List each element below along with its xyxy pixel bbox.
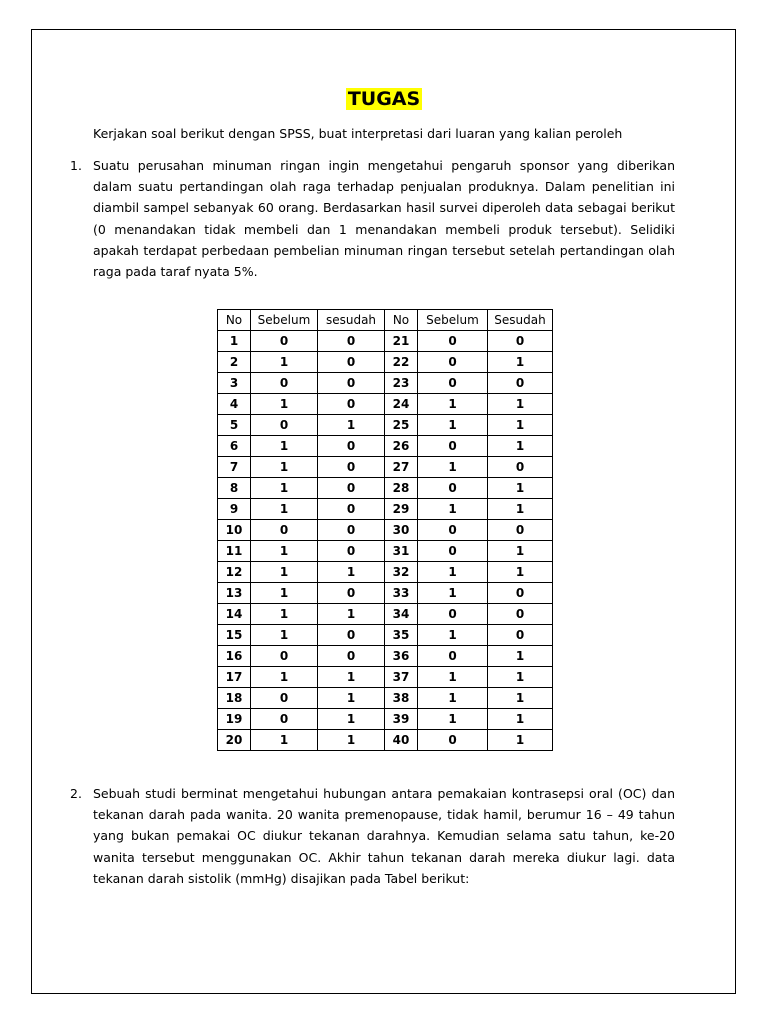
table-cell: 17 — [218, 667, 251, 688]
data-table — [217, 309, 553, 751]
table-cell: 0 — [318, 520, 385, 541]
table-cell: 0 — [488, 457, 553, 478]
table-cell: 1 — [418, 688, 488, 709]
table-cell: 0 — [318, 541, 385, 562]
table-cell: 0 — [488, 583, 553, 604]
table-cell: 0 — [488, 604, 553, 625]
table-cell: 1 — [251, 499, 318, 520]
table-cell: 1 — [251, 394, 318, 415]
table-cell: 12 — [218, 562, 251, 583]
table-row — [218, 457, 553, 478]
table-cell: 1 — [418, 667, 488, 688]
table-cell: 1 — [218, 331, 251, 352]
table-cell: 35 — [385, 625, 418, 646]
table-row — [218, 604, 553, 625]
table-cell: 0 — [418, 436, 488, 457]
table-cell: 0 — [418, 520, 488, 541]
table-cell: 1 — [251, 562, 318, 583]
table-cell: 1 — [418, 562, 488, 583]
table-cell: 6 — [218, 436, 251, 457]
intro-instruction: Kerjakan soal berikut dengan SPSS, buat interpretasi dari luaran yang kalian peroleh — [93, 126, 623, 141]
table-cell: 1 — [418, 457, 488, 478]
table-cell: 1 — [251, 478, 318, 499]
table-cell: 31 — [385, 541, 418, 562]
table-row — [218, 667, 553, 688]
table-cell: 1 — [488, 394, 553, 415]
table-cell: 1 — [251, 625, 318, 646]
table-cell: 0 — [418, 352, 488, 373]
table-cell: 0 — [418, 331, 488, 352]
table-cell: 13 — [218, 583, 251, 604]
table-cell: 0 — [318, 436, 385, 457]
table-cell: 1 — [488, 478, 553, 499]
question-2-number: 2. — [70, 786, 82, 801]
table-cell: 36 — [385, 646, 418, 667]
table-row — [218, 394, 553, 415]
table-row — [218, 625, 553, 646]
table-cell: 7 — [218, 457, 251, 478]
table-row — [218, 520, 553, 541]
title-highlight: TUGAS — [347, 88, 421, 110]
table-cell: 25 — [385, 415, 418, 436]
table-cell: 0 — [488, 331, 553, 352]
table-cell: 1 — [488, 646, 553, 667]
table-cell: 0 — [418, 646, 488, 667]
header-no-2: No — [385, 310, 418, 331]
table-cell: 0 — [251, 709, 318, 730]
table-row — [218, 331, 553, 352]
table-cell: 1 — [251, 730, 318, 751]
table-cell: 28 — [385, 478, 418, 499]
table-cell: 0 — [318, 352, 385, 373]
table-row — [218, 709, 553, 730]
table-cell: 18 — [218, 688, 251, 709]
table-row — [218, 352, 553, 373]
table-cell: 23 — [385, 373, 418, 394]
table-cell: 0 — [318, 625, 385, 646]
table-cell: 0 — [488, 625, 553, 646]
table-cell: 0 — [318, 646, 385, 667]
table-cell: 1 — [418, 625, 488, 646]
table-cell: 15 — [218, 625, 251, 646]
table-cell: 1 — [488, 730, 553, 751]
table-row — [218, 583, 553, 604]
table-cell: 1 — [488, 688, 553, 709]
table-cell: 19 — [218, 709, 251, 730]
table-cell: 30 — [385, 520, 418, 541]
table-cell: 1 — [251, 583, 318, 604]
header-no: No — [218, 310, 251, 331]
table-cell: 4 — [218, 394, 251, 415]
table-header-row — [218, 310, 553, 331]
table-cell: 1 — [488, 562, 553, 583]
table-row — [218, 541, 553, 562]
table-cell: 1 — [318, 688, 385, 709]
table-cell: 1 — [318, 562, 385, 583]
table-row — [218, 415, 553, 436]
table-cell: 27 — [385, 457, 418, 478]
table-cell: 9 — [218, 499, 251, 520]
table-cell: 29 — [385, 499, 418, 520]
table-cell: 21 — [385, 331, 418, 352]
table-cell: 0 — [488, 373, 553, 394]
table-cell: 38 — [385, 688, 418, 709]
table-cell: 1 — [488, 541, 553, 562]
question-1-number: 1. — [70, 158, 82, 173]
table-cell: 0 — [318, 457, 385, 478]
table-cell: 0 — [418, 541, 488, 562]
table-cell: 0 — [251, 415, 318, 436]
table-cell: 10 — [218, 520, 251, 541]
table-cell: 1 — [251, 436, 318, 457]
table-cell: 11 — [218, 541, 251, 562]
table-row — [218, 730, 553, 751]
table-cell: 1 — [418, 709, 488, 730]
table-cell: 33 — [385, 583, 418, 604]
table-cell: 14 — [218, 604, 251, 625]
question-2-text: Sebuah studi berminat mengetahui hubungan antara pemakaian kontrasepsi oral (OC) dan tekanan darah pada wanita. 20 wanita premenopause, tidak hamil, berumur 16 – 49 tahun yang bukan pemakai OC diukur tekanan darahnya. Kemudian selama satu tahun, ke-20 wanita tersebut menggunakan OC. Akhir tahun tekanan darah mereka diukur lagi. data tekanan darah sistolik (mmHg) disajikan pada Tabel berikut: — [93, 786, 675, 886]
table-cell: 1 — [251, 457, 318, 478]
table-row — [218, 478, 553, 499]
table-cell: 1 — [251, 604, 318, 625]
table-cell: 1 — [418, 583, 488, 604]
table-cell: 8 — [218, 478, 251, 499]
table-cell: 20 — [218, 730, 251, 751]
table-cell: 0 — [318, 373, 385, 394]
table-cell: 2 — [218, 352, 251, 373]
table-cell: 0 — [318, 583, 385, 604]
question-1-text: Suatu perusahan minuman ringan ingin mengetahui pengaruh sponsor yang diberikan dalam suatu pertandingan olah raga terhadap penjualan produknya. Dalam penelitian ini diambil sampel sebanyak 60 orang. Berdasarkan hasil survei diperoleh data sebagai berikut (0 menandakan tidak membeli dan 1 menandakan membeli produk tersebut). Selidiki apakah terdapat perbedaan pembelian minuman ringan tersebut setelah pertandingan olah raga pada taraf nyata 5%. — [93, 158, 675, 280]
table-cell: 0 — [488, 520, 553, 541]
table-row — [218, 688, 553, 709]
header-sebelum-2: Sebelum — [418, 310, 488, 331]
header-sesudah: sesudah — [318, 310, 385, 331]
table-cell: 26 — [385, 436, 418, 457]
table-row — [218, 436, 553, 457]
table-cell: 1 — [488, 352, 553, 373]
table-cell: 1 — [251, 352, 318, 373]
table-cell: 1 — [488, 667, 553, 688]
table-cell: 1 — [488, 415, 553, 436]
table-row — [218, 562, 553, 583]
table-cell: 1 — [418, 415, 488, 436]
table-row — [218, 646, 553, 667]
table-cell: 16 — [218, 646, 251, 667]
table-cell: 0 — [418, 604, 488, 625]
page-title — [0, 88, 768, 110]
table-cell: 0 — [318, 478, 385, 499]
table-cell: 1 — [251, 541, 318, 562]
table-cell: 39 — [385, 709, 418, 730]
table-cell: 0 — [318, 331, 385, 352]
table-cell: 1 — [318, 604, 385, 625]
table-cell: 1 — [488, 499, 553, 520]
table-cell: 0 — [318, 499, 385, 520]
table-body — [218, 331, 553, 751]
table-cell: 1 — [488, 709, 553, 730]
table-cell: 0 — [418, 730, 488, 751]
table-cell: 1 — [318, 709, 385, 730]
table-cell: 0 — [418, 478, 488, 499]
table-cell: 0 — [251, 520, 318, 541]
table-cell: 5 — [218, 415, 251, 436]
table-cell: 1 — [488, 436, 553, 457]
table-row — [218, 373, 553, 394]
header-sebelum: Sebelum — [251, 310, 318, 331]
table-cell: 40 — [385, 730, 418, 751]
table-cell: 1 — [418, 499, 488, 520]
table-cell: 1 — [318, 730, 385, 751]
table-cell: 0 — [251, 331, 318, 352]
header-sesudah-2: Sesudah — [488, 310, 553, 331]
table-cell: 0 — [418, 373, 488, 394]
table-cell: 3 — [218, 373, 251, 394]
table-cell: 34 — [385, 604, 418, 625]
table-cell: 37 — [385, 667, 418, 688]
table-cell: 32 — [385, 562, 418, 583]
table-cell: 0 — [318, 394, 385, 415]
table-cell: 1 — [251, 667, 318, 688]
table-cell: 1 — [318, 415, 385, 436]
table-cell: 22 — [385, 352, 418, 373]
table-cell: 1 — [418, 394, 488, 415]
table-cell: 0 — [251, 646, 318, 667]
table-cell: 24 — [385, 394, 418, 415]
table-row — [218, 499, 553, 520]
table-cell: 0 — [251, 373, 318, 394]
table-cell: 1 — [318, 667, 385, 688]
table-cell: 0 — [251, 688, 318, 709]
